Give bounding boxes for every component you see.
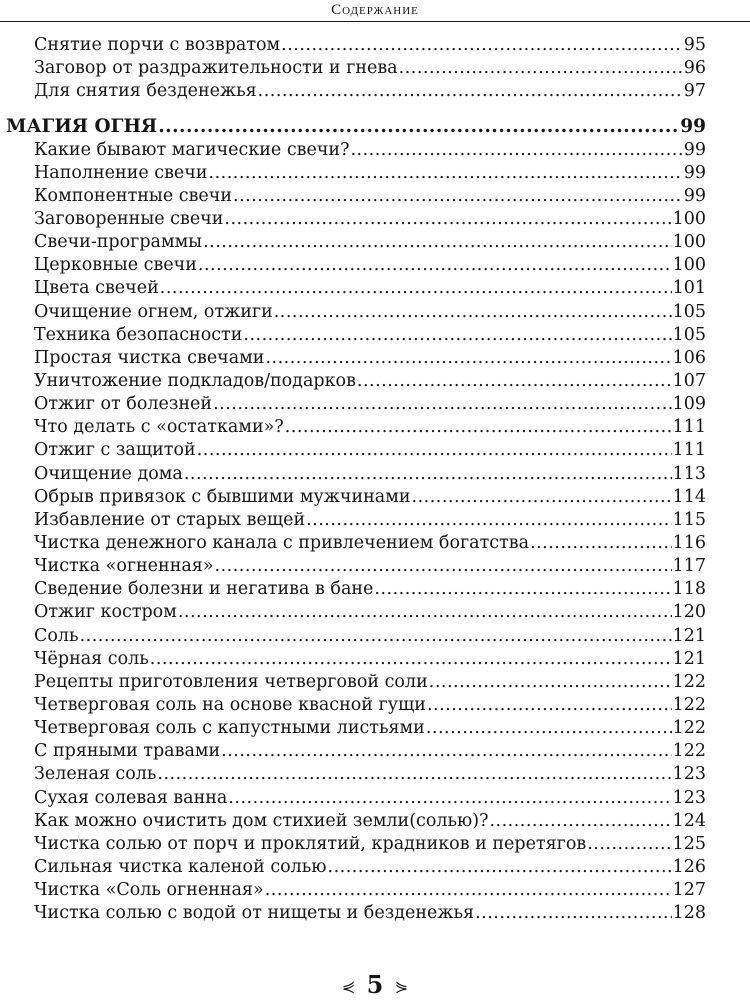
dot-leader xyxy=(228,787,671,810)
toc-entry-title: Сведение болезни и негатива в бане xyxy=(34,579,374,600)
dot-leader xyxy=(281,34,683,57)
dot-leader xyxy=(427,694,672,717)
toc-entry-title: Сильная чистка каленой солью xyxy=(34,856,327,877)
toc-entry-title: Компонентные свечи xyxy=(34,185,233,206)
toc-entry[interactable] xyxy=(0,162,750,185)
dot-leader xyxy=(530,532,672,555)
toc-entry-page: 100 xyxy=(672,232,706,253)
dot-leader xyxy=(328,856,672,879)
dot-leader xyxy=(80,625,672,648)
toc-entry[interactable] xyxy=(0,277,750,300)
toc-entry-page: 116 xyxy=(672,532,706,553)
toc-entry[interactable] xyxy=(0,856,750,879)
toc-entry-title: Четверговая соль с капустными листьями xyxy=(34,718,425,739)
toc-entry-page: 120 xyxy=(672,602,706,623)
ornament-right-icon: ⋟ xyxy=(394,976,409,996)
toc-entry-page: 109 xyxy=(672,394,706,415)
dot-leader xyxy=(587,833,671,856)
toc-entry-page: 106 xyxy=(672,347,706,368)
toc-entry-title: Отжиг костром xyxy=(34,602,177,623)
toc-entry-title: Четверговая соль на основе квасной гущи xyxy=(34,694,426,715)
toc-entry-title: Техника безопасности xyxy=(34,324,243,345)
running-header: Содержание xyxy=(331,2,419,18)
toc-entry[interactable] xyxy=(0,416,750,439)
toc-entry-page: 113 xyxy=(672,463,706,484)
dot-leader xyxy=(243,324,671,347)
toc-entry[interactable] xyxy=(0,57,750,80)
dot-leader xyxy=(178,601,672,624)
toc-entry[interactable] xyxy=(0,486,750,509)
toc-entry-page: 97 xyxy=(683,81,706,102)
dot-leader xyxy=(475,902,672,925)
dot-leader xyxy=(221,740,671,763)
toc-entry[interactable] xyxy=(0,879,750,902)
dot-leader xyxy=(274,301,672,324)
toc-entry-title: Для снятия безденежья xyxy=(34,81,257,102)
toc-entry-page: 107 xyxy=(672,370,706,391)
toc-entry-page: 99 xyxy=(683,185,706,206)
toc-entry-title: Избавление от старых вещей xyxy=(34,509,306,530)
toc-entry-page: 122 xyxy=(672,741,706,762)
toc-entry[interactable] xyxy=(0,810,750,833)
toc-section-top xyxy=(0,34,750,103)
dot-leader xyxy=(429,671,672,694)
toc-entry-title: Цвета свечей xyxy=(34,278,159,299)
toc-entry[interactable] xyxy=(0,439,750,462)
toc-entry-title: Уничтожение подкладов/подарков xyxy=(34,370,356,391)
toc-entry[interactable] xyxy=(0,717,750,740)
toc-entry-page: 99 xyxy=(683,139,706,160)
toc-entry-title: Как можно очистить дом стихией земли(солью)? xyxy=(34,810,489,831)
toc-entry[interactable] xyxy=(0,740,750,763)
toc-entry-title: Соль xyxy=(34,625,79,646)
toc-entry-title: Что делать с «остатками»? xyxy=(34,417,284,438)
toc-entry[interactable] xyxy=(0,393,750,416)
toc-entry-title: Чистка солью с водой от нищеты и безденежья xyxy=(34,903,475,924)
toc-entry-page: 125 xyxy=(672,833,706,854)
dot-leader xyxy=(158,115,679,138)
toc-entry[interactable] xyxy=(0,833,750,856)
toc-entry-title: Чёрная соль xyxy=(34,648,149,669)
toc-entry[interactable] xyxy=(0,763,750,786)
toc-chapter-heading[interactable] xyxy=(0,115,750,138)
toc-entry-title: С пряными травами xyxy=(34,741,221,762)
toc-entry[interactable] xyxy=(0,601,750,624)
toc-entry-title: Снятие порчи с возвратом xyxy=(34,35,281,55)
page-number: 5 xyxy=(366,970,384,999)
dot-leader xyxy=(350,139,682,162)
toc-entry[interactable] xyxy=(0,509,750,532)
dot-leader xyxy=(233,185,683,208)
toc-entry-title: Чистка денежного канала с привлечением богатства xyxy=(34,532,530,553)
dot-leader xyxy=(265,347,671,370)
dot-leader xyxy=(426,717,672,740)
toc-entry[interactable] xyxy=(0,463,750,486)
toc-entry-page: 117 xyxy=(672,556,706,577)
toc-entry-page: 111 xyxy=(672,417,706,438)
toc-entry-page: 121 xyxy=(672,625,706,646)
toc-entry-page: 111 xyxy=(672,440,706,461)
toc-entry[interactable] xyxy=(0,555,750,578)
toc-entry-page: 128 xyxy=(672,903,706,924)
toc-entry-title: Сухая солевая ванна xyxy=(34,787,228,808)
toc-entry[interactable] xyxy=(0,324,750,347)
dot-leader xyxy=(306,509,671,532)
toc-entry-title: Отжиг с защитой xyxy=(34,440,196,461)
toc-entry[interactable] xyxy=(0,34,750,57)
dot-leader xyxy=(357,370,672,393)
dot-leader xyxy=(215,555,672,578)
toc-entry-page: 123 xyxy=(672,787,706,808)
toc-entry-title: Очищение огнем, отжиги xyxy=(34,301,273,322)
dot-leader xyxy=(285,416,672,439)
toc-entry-title: Какие бывают магические свечи? xyxy=(34,139,350,160)
toc-entry-page: 114 xyxy=(672,486,706,507)
toc-entry-page: 99 xyxy=(683,162,706,183)
toc-section-main xyxy=(0,139,750,926)
toc-entry-title: Обрыв привязок с бывшими мужчинами xyxy=(34,486,411,507)
toc-chapter-title: МАГИЯ ОГНЯ xyxy=(6,116,158,138)
toc-entry[interactable] xyxy=(0,254,750,277)
toc-entry-page: 105 xyxy=(672,301,706,322)
toc-entry[interactable] xyxy=(0,787,750,810)
toc-entry-page: 95 xyxy=(683,35,706,55)
toc-entry[interactable] xyxy=(0,208,750,231)
dot-leader xyxy=(197,439,672,462)
dot-leader xyxy=(184,463,672,486)
toc-entry-page: 123 xyxy=(672,764,706,785)
dot-leader xyxy=(489,810,671,833)
toc-entry-page: 122 xyxy=(672,718,706,739)
toc-entry-title: Зеленая соль xyxy=(34,764,157,785)
toc-entry[interactable] xyxy=(0,139,750,162)
dot-leader xyxy=(258,80,683,103)
dot-leader xyxy=(224,208,671,231)
dot-leader xyxy=(209,162,683,185)
toc-entry-page: 122 xyxy=(672,671,706,692)
toc-entry-title: Рецепты приготовления четверговой соли xyxy=(34,671,428,692)
section-gap xyxy=(0,103,750,115)
dot-leader xyxy=(160,277,672,300)
toc-entry-page: 105 xyxy=(672,324,706,345)
toc-entry[interactable] xyxy=(0,625,750,648)
toc-entry[interactable] xyxy=(0,370,750,393)
toc-entry-title: Чистка «Соль огненная» xyxy=(34,880,264,901)
dot-leader xyxy=(374,578,671,601)
toc-entry[interactable] xyxy=(0,80,750,103)
toc-entry[interactable] xyxy=(0,231,750,254)
toc-entry-page: 100 xyxy=(672,208,706,229)
toc-entry[interactable] xyxy=(0,694,750,717)
dot-leader xyxy=(213,393,672,416)
toc-entry-title: Заговоренные свечи xyxy=(34,208,224,229)
toc-entry-page: 96 xyxy=(683,58,706,79)
ornament-left-icon: ⋞ xyxy=(341,976,356,996)
page-footer xyxy=(0,970,750,1002)
toc-entry-page: 101 xyxy=(672,278,706,299)
toc-entry[interactable] xyxy=(0,648,750,671)
toc-entry-title: Отжиг от болезней xyxy=(34,394,213,415)
toc-entry-title: Заговор от раздражительности и гнева xyxy=(34,58,398,79)
dot-leader xyxy=(412,486,672,509)
toc-entry[interactable] xyxy=(0,301,750,324)
header-rule xyxy=(0,21,750,22)
toc-entry-page: 122 xyxy=(672,694,706,715)
toc-entry-title: Церковные свечи xyxy=(34,255,197,276)
toc-entry[interactable] xyxy=(0,902,750,925)
toc-entry-page: 126 xyxy=(672,856,706,877)
toc-chapter-page: 99 xyxy=(680,116,706,138)
toc-entry[interactable] xyxy=(0,185,750,208)
toc-entry-page: 115 xyxy=(672,509,706,530)
table-of-contents xyxy=(0,34,750,925)
dot-leader xyxy=(157,763,671,786)
toc-entry-page: 121 xyxy=(672,648,706,669)
toc-entry[interactable] xyxy=(0,347,750,370)
dot-leader xyxy=(150,648,672,671)
toc-entry-title: Простая чистка свечами xyxy=(34,347,265,368)
toc-entry-page: 118 xyxy=(672,579,706,600)
toc-entry-title: Чистка солью от порч и проклятий, крадников и перетягов xyxy=(34,833,587,854)
toc-entry[interactable] xyxy=(0,578,750,601)
dot-leader xyxy=(198,254,672,277)
toc-entry-page: 127 xyxy=(672,880,706,901)
toc-entry-title: Чистка «огненная» xyxy=(34,556,214,577)
toc-entry[interactable] xyxy=(0,532,750,555)
toc-entry-title: Свечи-программы xyxy=(34,232,203,253)
toc-entry-page: 100 xyxy=(672,255,706,276)
toc-entry[interactable] xyxy=(0,671,750,694)
dot-leader xyxy=(265,879,672,902)
dot-leader xyxy=(203,231,671,254)
toc-entry-title: Очищение дома xyxy=(34,463,183,484)
toc-entry-title: Наполнение свечи xyxy=(34,162,208,183)
dot-leader xyxy=(399,57,683,80)
toc-entry-page: 124 xyxy=(672,810,706,831)
